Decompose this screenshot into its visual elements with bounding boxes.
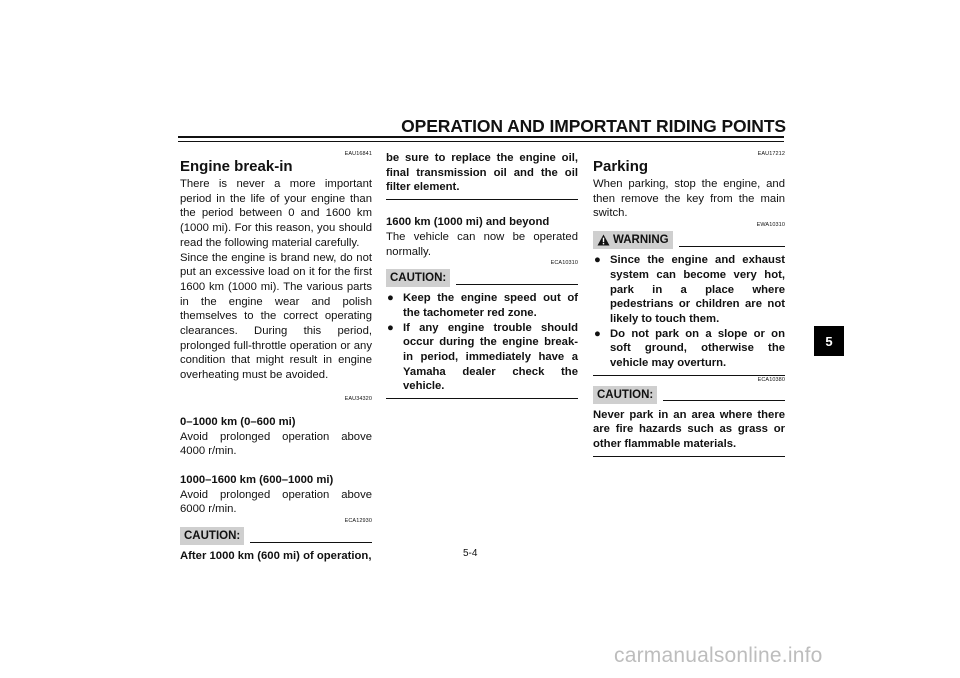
paragraph: There is never a more important period in the life of your engine than the period between 0 and 1600 km (1000 mi). For this reason, you should read the following material carefully. (180, 178, 372, 249)
warning-list (593, 253, 785, 371)
subheading: 1600 km (1000 mi) and beyond (386, 216, 550, 229)
caution-header (386, 269, 578, 287)
caution-end-rule (386, 398, 578, 399)
page-number: 5-4 (463, 548, 478, 559)
caution-rule (250, 542, 372, 543)
ref-code: ECA10380 (757, 376, 785, 383)
section-heading-parking: Parking (593, 158, 649, 175)
caution-end-rule (593, 456, 785, 457)
bullet-icon: ● (594, 254, 601, 267)
ref-code: EAU34320 (344, 395, 372, 402)
bullet-icon: ● (387, 321, 394, 334)
ref-code: ECA12930 (344, 518, 372, 525)
caution-list (386, 291, 578, 394)
caution-badge: CAUTION: (180, 527, 244, 545)
warning-triangle-icon (597, 234, 610, 246)
ref-code: EAU16841 (344, 151, 372, 157)
caution-rule (456, 284, 578, 285)
list-item: ● Since the engine and exhaust system can become very hot, park in a place where pedestrians or children are not likely to touch them. (594, 254, 785, 325)
caution-badge: CAUTION: (386, 269, 450, 287)
column-1 (180, 150, 372, 564)
paragraph: The vehicle can now be operated normally. (386, 230, 578, 258)
ref-code: EAU17212 (757, 151, 785, 157)
warning-header (593, 231, 785, 249)
bullet-icon: ● (594, 327, 601, 340)
ref-code: EWA10310 (756, 222, 785, 229)
caution-header (180, 527, 372, 545)
list-item: ● Do not park on a slope or on soft ground, otherwise the vehicle may overturn. (594, 327, 785, 370)
caution-rule (663, 400, 785, 401)
caution-badge: CAUTION: (593, 386, 657, 404)
bullet-icon: ● (387, 292, 394, 305)
ref-code: ECA10310 (550, 260, 578, 267)
watermark: carmanualsonline.info (614, 644, 823, 667)
warning-rule (679, 246, 785, 247)
paragraph: Avoid prolonged operation above 6000 r/min. (180, 488, 372, 516)
caution-text: Never park in an area where there are fire hazards such as grass or other flammable materials. (593, 408, 785, 451)
column-3 (593, 150, 785, 457)
paragraph: Since the engine is brand new, do not put an excessive load on it for the first 1600 km (1000 mi). The various parts in the engine wear and polish themselves to the correct operating clearances. During this period, prolonged full-throttle operation or any condition that might result in engine overheating must be avoided. (180, 251, 372, 382)
subheading: 1000–1600 km (600–1000 mi) (180, 473, 334, 486)
title-rule-thick (178, 136, 784, 138)
caution-header (593, 386, 785, 404)
page-title: OPERATION AND IMPORTANT RIDING POINTS (401, 116, 786, 136)
section-tab[interactable]: 5 (814, 326, 844, 356)
section-heading-engine-break-in: Engine break-in (180, 158, 293, 175)
paragraph: When parking, stop the engine, and then remove the key from the main switch. (593, 178, 785, 220)
list-item: ● Keep the engine speed out of the tachometer red zone. (387, 292, 578, 319)
column-2 (386, 151, 578, 399)
warning-badge: WARNING (593, 231, 673, 249)
title-rule-thin (178, 141, 784, 142)
subheading: 0–1000 km (0–600 mi) (180, 415, 296, 428)
paragraph: Avoid prolonged operation above 4000 r/min. (180, 430, 372, 458)
list-item: ● If any engine trouble should occur during the engine break-in period, immediately have a Yamaha dealer check the vehicle. (387, 321, 578, 393)
caution-text-continued: be sure to replace the engine oil, final transmission oil and the oil filter element. (386, 152, 578, 194)
caution-text: After 1000 km (600 mi) of operation, (180, 550, 372, 563)
